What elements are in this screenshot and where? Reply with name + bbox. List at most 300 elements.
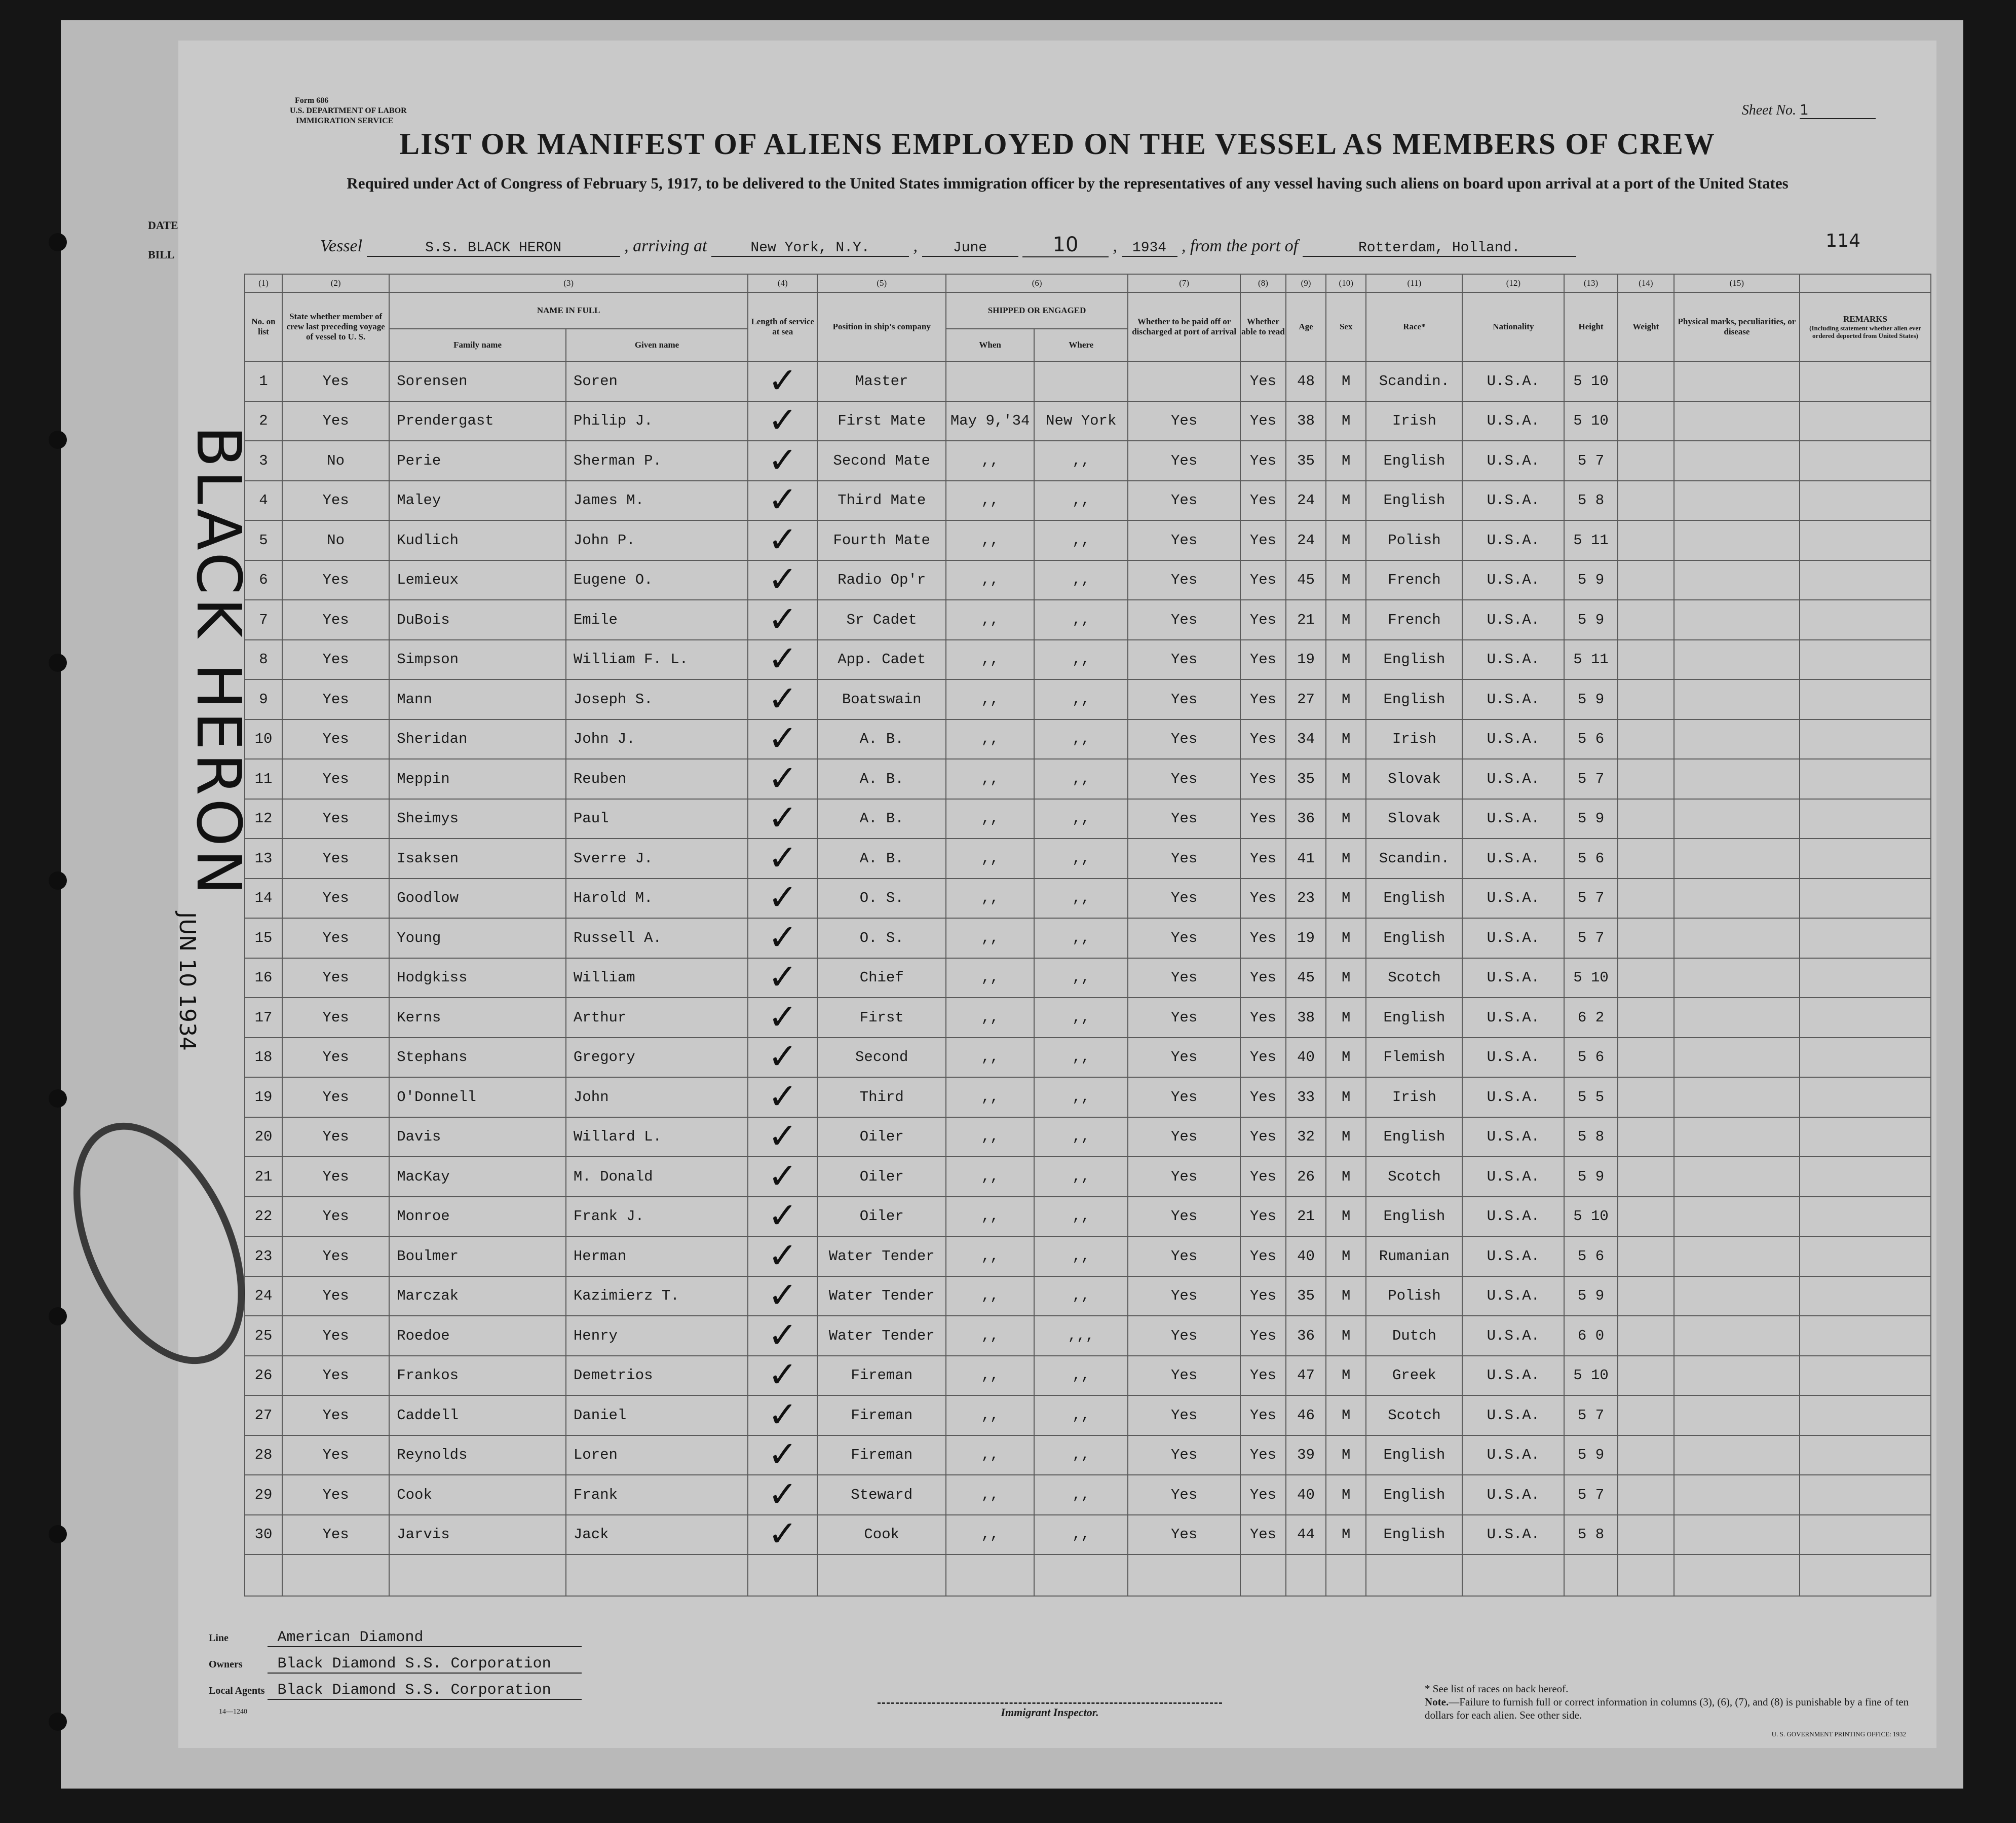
crew-shipped-when: ,, bbox=[946, 759, 1034, 799]
crew-remarks bbox=[1800, 799, 1931, 839]
crew-sex: M bbox=[1326, 600, 1366, 640]
crew-physical-marks bbox=[1674, 759, 1800, 799]
crew-able-to-read: Yes bbox=[1240, 1276, 1286, 1316]
crew-family-name: Reynolds bbox=[389, 1435, 566, 1475]
crew-previous-voyage: Yes bbox=[282, 759, 389, 799]
crew-race: English bbox=[1366, 1515, 1462, 1555]
crew-family-name: Mann bbox=[389, 679, 566, 719]
crew-no: 6 bbox=[245, 560, 282, 600]
crew-able-to-read: Yes bbox=[1240, 361, 1286, 401]
crew-sex: M bbox=[1326, 1475, 1366, 1515]
crew-race: Polish bbox=[1366, 520, 1462, 560]
crew-family-name: O'Donnell bbox=[389, 1077, 566, 1117]
header-race: Race* bbox=[1366, 292, 1462, 361]
crew-race: Irish bbox=[1366, 1077, 1462, 1117]
empty-cell bbox=[748, 1554, 817, 1596]
crew-no: 12 bbox=[245, 799, 282, 839]
check-mark-icon: ✓ bbox=[768, 839, 798, 879]
table-row bbox=[245, 1157, 1931, 1197]
crew-position: Chief bbox=[817, 958, 946, 998]
crew-service-check bbox=[748, 1395, 817, 1435]
crew-shipped-when: ,, bbox=[946, 719, 1034, 759]
crew-shipped-when: ,, bbox=[946, 1038, 1034, 1078]
col-num-15: (15) bbox=[1674, 274, 1800, 292]
crew-position: First bbox=[817, 998, 946, 1038]
crew-height: 5 10 bbox=[1564, 1356, 1618, 1396]
crew-family-name: Sheimys bbox=[389, 799, 566, 839]
table-row bbox=[245, 361, 1931, 401]
crew-family-name: Lemieux bbox=[389, 560, 566, 600]
crew-no: 17 bbox=[245, 998, 282, 1038]
crew-no: 4 bbox=[245, 481, 282, 521]
crew-height: 5 6 bbox=[1564, 1038, 1618, 1078]
empty-cell bbox=[1800, 1554, 1931, 1596]
crew-weight bbox=[1618, 1435, 1674, 1475]
crew-no: 5 bbox=[245, 520, 282, 560]
crew-age: 33 bbox=[1286, 1077, 1326, 1117]
crew-race: Scandin. bbox=[1366, 839, 1462, 879]
crew-family-name: Boulmer bbox=[389, 1236, 566, 1276]
crew-shipped-when: ,, bbox=[946, 1157, 1034, 1197]
crew-sex: M bbox=[1326, 361, 1366, 401]
check-mark-icon: ✓ bbox=[768, 679, 798, 719]
crew-sex: M bbox=[1326, 1435, 1366, 1475]
crew-able-to-read: Yes bbox=[1240, 1038, 1286, 1078]
table-row bbox=[245, 441, 1931, 481]
crew-shipped-when: ,, bbox=[946, 1356, 1034, 1396]
crew-sex: M bbox=[1326, 1077, 1366, 1117]
crew-physical-marks bbox=[1674, 679, 1800, 719]
crew-previous-voyage: Yes bbox=[282, 719, 389, 759]
crew-position: Oiler bbox=[817, 1197, 946, 1237]
header-age: Age bbox=[1286, 292, 1326, 361]
table-row bbox=[245, 1038, 1931, 1078]
crew-physical-marks bbox=[1674, 839, 1800, 879]
crew-table-body bbox=[245, 361, 1931, 1596]
crew-nationality: U.S.A. bbox=[1462, 1236, 1564, 1276]
crew-shipped-when: ,, bbox=[946, 1077, 1034, 1117]
immigrant-inspector-signature: Immigrant Inspector. bbox=[878, 1702, 1222, 1719]
crew-previous-voyage: Yes bbox=[282, 600, 389, 640]
table-row bbox=[245, 1475, 1931, 1515]
crew-race: Irish bbox=[1366, 401, 1462, 441]
crew-previous-voyage: Yes bbox=[282, 361, 389, 401]
crew-nationality: U.S.A. bbox=[1462, 1395, 1564, 1435]
crew-height: 5 9 bbox=[1564, 1435, 1618, 1475]
check-mark-icon: ✓ bbox=[768, 639, 798, 679]
crew-position: Oiler bbox=[817, 1157, 946, 1197]
crew-paid-off: Yes bbox=[1128, 1475, 1240, 1515]
crew-able-to-read: Yes bbox=[1240, 998, 1286, 1038]
crew-nationality: U.S.A. bbox=[1462, 520, 1564, 560]
crew-remarks bbox=[1800, 361, 1931, 401]
table-row bbox=[245, 1197, 1931, 1237]
crew-family-name: MacKay bbox=[389, 1157, 566, 1197]
crew-age: 47 bbox=[1286, 1356, 1326, 1396]
crew-given-name: Paul bbox=[566, 799, 748, 839]
form-number: Form 686 bbox=[295, 96, 329, 105]
crew-height: 5 8 bbox=[1564, 481, 1618, 521]
crew-sex: M bbox=[1326, 401, 1366, 441]
crew-previous-voyage: Yes bbox=[282, 1077, 389, 1117]
header-member-previous-voyage: State whether member of crew last preceding voyage of vessel to U. S. bbox=[282, 292, 389, 361]
table-row bbox=[245, 1356, 1931, 1396]
crew-service-check bbox=[748, 1197, 817, 1237]
check-mark-icon: ✓ bbox=[768, 1395, 798, 1435]
crew-nationality: U.S.A. bbox=[1462, 1077, 1564, 1117]
crew-family-name: Frankos bbox=[389, 1356, 566, 1396]
check-mark-icon: ✓ bbox=[768, 719, 798, 759]
crew-age: 46 bbox=[1286, 1395, 1326, 1435]
crew-given-name: Henry bbox=[566, 1316, 748, 1356]
table-row bbox=[245, 600, 1931, 640]
crew-shipped-where: ,, bbox=[1034, 679, 1128, 719]
crew-shipped-where bbox=[1034, 361, 1128, 401]
crew-paid-off: Yes bbox=[1128, 401, 1240, 441]
crew-race: Slovak bbox=[1366, 799, 1462, 839]
crew-shipped-when: ,, bbox=[946, 879, 1034, 919]
col-num-7: (7) bbox=[1128, 274, 1240, 292]
crew-given-name: Demetrios bbox=[566, 1356, 748, 1396]
col-num-2: (2) bbox=[282, 274, 389, 292]
footer-notes bbox=[1425, 1682, 1911, 1722]
crew-position: Boatswain bbox=[817, 679, 946, 719]
crew-shipped-where: ,, bbox=[1034, 879, 1128, 919]
crew-age: 21 bbox=[1286, 600, 1326, 640]
crew-given-name: Emile bbox=[566, 600, 748, 640]
crew-shipped-where: ,, bbox=[1034, 1077, 1128, 1117]
col-num-11: (11) bbox=[1366, 274, 1462, 292]
races-note: * See list of races on back hereof. bbox=[1425, 1683, 1569, 1695]
crew-shipped-when bbox=[946, 361, 1034, 401]
crew-previous-voyage: Yes bbox=[282, 560, 389, 600]
crew-given-name: Frank J. bbox=[566, 1197, 748, 1237]
crew-race: English bbox=[1366, 441, 1462, 481]
crew-age: 27 bbox=[1286, 679, 1326, 719]
page-title: LIST OR MANIFEST OF ALIENS EMPLOYED ON THE VESSEL AS MEMBERS OF CREW bbox=[399, 127, 1716, 161]
crew-paid-off: Yes bbox=[1128, 481, 1240, 521]
note-label: Note. bbox=[1425, 1696, 1449, 1708]
crew-nationality: U.S.A. bbox=[1462, 1515, 1564, 1555]
crew-family-name: Hodgkiss bbox=[389, 958, 566, 998]
crew-service-check bbox=[748, 1316, 817, 1356]
crew-sex: M bbox=[1326, 640, 1366, 680]
crew-remarks bbox=[1800, 1236, 1931, 1276]
check-mark-icon: ✓ bbox=[768, 1475, 798, 1515]
crew-previous-voyage: Yes bbox=[282, 1515, 389, 1555]
crew-position: Third bbox=[817, 1077, 946, 1117]
crew-race: Irish bbox=[1366, 719, 1462, 759]
crew-race: Rumanian bbox=[1366, 1236, 1462, 1276]
crew-able-to-read: Yes bbox=[1240, 1236, 1286, 1276]
crew-position: A. B. bbox=[817, 759, 946, 799]
crew-age: 35 bbox=[1286, 759, 1326, 799]
table-row bbox=[245, 759, 1931, 799]
crew-shipped-where: ,, bbox=[1034, 958, 1128, 998]
crew-age: 39 bbox=[1286, 1435, 1326, 1475]
crew-weight bbox=[1618, 441, 1674, 481]
crew-age: 40 bbox=[1286, 1038, 1326, 1078]
crew-nationality: U.S.A. bbox=[1462, 719, 1564, 759]
crew-paid-off: Yes bbox=[1128, 719, 1240, 759]
crew-physical-marks bbox=[1674, 799, 1800, 839]
crew-physical-marks bbox=[1674, 1276, 1800, 1316]
crew-position: Master bbox=[817, 361, 946, 401]
crew-no: 29 bbox=[245, 1475, 282, 1515]
crew-nationality: U.S.A. bbox=[1462, 1435, 1564, 1475]
crew-race: Slovak bbox=[1366, 759, 1462, 799]
crew-remarks bbox=[1800, 560, 1931, 600]
crew-position: Oiler bbox=[817, 1117, 946, 1157]
crew-age: 40 bbox=[1286, 1475, 1326, 1515]
crew-remarks bbox=[1800, 719, 1931, 759]
crew-nationality: U.S.A. bbox=[1462, 1117, 1564, 1157]
crew-no: 16 bbox=[245, 958, 282, 998]
crew-previous-voyage: Yes bbox=[282, 679, 389, 719]
crew-race: Dutch bbox=[1366, 1316, 1462, 1356]
crew-shipped-where: ,, bbox=[1034, 1435, 1128, 1475]
empty-cell bbox=[282, 1554, 389, 1596]
crew-given-name: William bbox=[566, 958, 748, 998]
crew-age: 45 bbox=[1286, 560, 1326, 600]
crew-paid-off: Yes bbox=[1128, 1316, 1240, 1356]
crew-position: O. S. bbox=[817, 879, 946, 919]
crew-remarks bbox=[1800, 520, 1931, 560]
crew-weight bbox=[1618, 600, 1674, 640]
crew-shipped-where: New York bbox=[1034, 401, 1128, 441]
crew-previous-voyage: Yes bbox=[282, 918, 389, 958]
crew-age: 41 bbox=[1286, 839, 1326, 879]
crew-given-name: Frank bbox=[566, 1475, 748, 1515]
crew-family-name: Davis bbox=[389, 1117, 566, 1157]
crew-shipped-where: ,, bbox=[1034, 1395, 1128, 1435]
check-mark-icon: ✓ bbox=[768, 1196, 798, 1236]
header-remarks bbox=[1800, 292, 1931, 361]
table-row bbox=[245, 1276, 1931, 1316]
crew-no: 18 bbox=[245, 1038, 282, 1078]
crew-able-to-read: Yes bbox=[1240, 1117, 1286, 1157]
crew-height: 5 10 bbox=[1564, 401, 1618, 441]
crew-no: 23 bbox=[245, 1236, 282, 1276]
crew-position: A. B. bbox=[817, 839, 946, 879]
crew-physical-marks bbox=[1674, 958, 1800, 998]
crew-remarks bbox=[1800, 679, 1931, 719]
crew-age: 26 bbox=[1286, 1157, 1326, 1197]
crew-physical-marks bbox=[1674, 441, 1800, 481]
table-row bbox=[245, 560, 1931, 600]
crew-service-check bbox=[748, 1435, 817, 1475]
crew-service-check bbox=[748, 679, 817, 719]
col-num-3: (3) bbox=[389, 274, 748, 292]
crew-shipped-when: ,, bbox=[946, 799, 1034, 839]
empty-cell bbox=[245, 1554, 282, 1596]
crew-weight bbox=[1618, 1038, 1674, 1078]
crew-given-name: Sherman P. bbox=[566, 441, 748, 481]
crew-sex: M bbox=[1326, 998, 1366, 1038]
crew-sex: M bbox=[1326, 1117, 1366, 1157]
table-row bbox=[245, 1515, 1931, 1555]
crew-no: 13 bbox=[245, 839, 282, 879]
crew-nationality: U.S.A. bbox=[1462, 1197, 1564, 1237]
check-mark-icon: ✓ bbox=[768, 998, 798, 1038]
crew-paid-off: Yes bbox=[1128, 839, 1240, 879]
crew-physical-marks bbox=[1674, 879, 1800, 919]
crew-paid-off: Yes bbox=[1128, 520, 1240, 560]
crew-age: 44 bbox=[1286, 1515, 1326, 1555]
crew-nationality: U.S.A. bbox=[1462, 481, 1564, 521]
crew-able-to-read: Yes bbox=[1240, 839, 1286, 879]
check-mark-icon: ✓ bbox=[768, 1077, 798, 1117]
crew-physical-marks bbox=[1674, 918, 1800, 958]
header-shipped-or-engaged: SHIPPED OR ENGAGED bbox=[946, 292, 1128, 329]
crew-age: 38 bbox=[1286, 998, 1326, 1038]
crew-remarks bbox=[1800, 1117, 1931, 1157]
binder-hole bbox=[49, 1525, 67, 1543]
empty-cell bbox=[1462, 1554, 1564, 1596]
crew-given-name: Arthur bbox=[566, 998, 748, 1038]
crew-weight bbox=[1618, 1197, 1674, 1237]
crew-race: English bbox=[1366, 1435, 1462, 1475]
crew-weight bbox=[1618, 1117, 1674, 1157]
crew-service-check bbox=[748, 719, 817, 759]
crew-nationality: U.S.A. bbox=[1462, 879, 1564, 919]
crew-previous-voyage: Yes bbox=[282, 1356, 389, 1396]
crew-position: A. B. bbox=[817, 799, 946, 839]
crew-age: 40 bbox=[1286, 1236, 1326, 1276]
crew-no: 14 bbox=[245, 879, 282, 919]
crew-no: 25 bbox=[245, 1316, 282, 1356]
crew-paid-off: Yes bbox=[1128, 560, 1240, 600]
crew-paid-off: Yes bbox=[1128, 799, 1240, 839]
empty-cell bbox=[1366, 1554, 1462, 1596]
margin-date-label: DATE bbox=[148, 219, 178, 232]
table-row bbox=[245, 481, 1931, 521]
crew-paid-off: Yes bbox=[1128, 1117, 1240, 1157]
crew-service-check bbox=[748, 918, 817, 958]
crew-previous-voyage: Yes bbox=[282, 481, 389, 521]
crew-sex: M bbox=[1326, 1515, 1366, 1555]
crew-service-check bbox=[748, 481, 817, 521]
crew-previous-voyage: Yes bbox=[282, 839, 389, 879]
crew-service-check bbox=[748, 958, 817, 998]
crew-age: 36 bbox=[1286, 1316, 1326, 1356]
crew-shipped-where: ,, bbox=[1034, 560, 1128, 600]
table-row bbox=[245, 998, 1931, 1038]
crew-height: 5 7 bbox=[1564, 441, 1618, 481]
crew-given-name: M. Donald bbox=[566, 1157, 748, 1197]
crew-previous-voyage: Yes bbox=[282, 799, 389, 839]
crew-remarks bbox=[1800, 1356, 1931, 1396]
crew-family-name: Kudlich bbox=[389, 520, 566, 560]
crew-remarks bbox=[1800, 918, 1931, 958]
crew-nationality: U.S.A. bbox=[1462, 560, 1564, 600]
crew-previous-voyage: Yes bbox=[282, 1475, 389, 1515]
crew-position: O. S. bbox=[817, 918, 946, 958]
crew-given-name: Kazimierz T. bbox=[566, 1276, 748, 1316]
form-code: 14—1240 bbox=[219, 1708, 247, 1716]
crew-previous-voyage: Yes bbox=[282, 1435, 389, 1475]
crew-sex: M bbox=[1326, 441, 1366, 481]
crew-able-to-read: Yes bbox=[1240, 719, 1286, 759]
crew-weight bbox=[1618, 759, 1674, 799]
arrival-year: 1934 bbox=[1122, 240, 1177, 257]
crew-sex: M bbox=[1326, 1197, 1366, 1237]
crew-shipped-where: ,, bbox=[1034, 600, 1128, 640]
crew-shipped-where: ,, bbox=[1034, 918, 1128, 958]
crew-age: 32 bbox=[1286, 1117, 1326, 1157]
check-mark-icon: ✓ bbox=[768, 1157, 798, 1197]
binder-hole bbox=[49, 654, 67, 672]
crew-given-name: Eugene O. bbox=[566, 560, 748, 600]
crew-no: 24 bbox=[245, 1276, 282, 1316]
crew-able-to-read: Yes bbox=[1240, 1157, 1286, 1197]
crew-able-to-read: Yes bbox=[1240, 1356, 1286, 1396]
crew-previous-voyage: No bbox=[282, 441, 389, 481]
crew-paid-off: Yes bbox=[1128, 1077, 1240, 1117]
crew-given-name: Reuben bbox=[566, 759, 748, 799]
table-row-blank bbox=[245, 1554, 1931, 1596]
empty-cell bbox=[1674, 1554, 1800, 1596]
crew-weight bbox=[1618, 958, 1674, 998]
crew-given-name: Sverre J. bbox=[566, 839, 748, 879]
crew-able-to-read: Yes bbox=[1240, 879, 1286, 919]
crew-physical-marks bbox=[1674, 1356, 1800, 1396]
crew-physical-marks bbox=[1674, 640, 1800, 680]
table-row bbox=[245, 879, 1931, 919]
crew-service-check bbox=[748, 1117, 817, 1157]
crew-physical-marks bbox=[1674, 361, 1800, 401]
crew-paid-off: Yes bbox=[1128, 1515, 1240, 1555]
table-row bbox=[245, 640, 1931, 680]
crew-weight bbox=[1618, 481, 1674, 521]
crew-race: English bbox=[1366, 1475, 1462, 1515]
crew-race: Flemish bbox=[1366, 1038, 1462, 1078]
crew-shipped-when: ,, bbox=[946, 520, 1034, 560]
crew-paid-off: Yes bbox=[1128, 1356, 1240, 1396]
crew-paid-off: Yes bbox=[1128, 1395, 1240, 1435]
crew-given-name: William F. L. bbox=[566, 640, 748, 680]
crew-height: 6 0 bbox=[1564, 1316, 1618, 1356]
crew-given-name: John P. bbox=[566, 520, 748, 560]
crew-no: 11 bbox=[245, 759, 282, 799]
crew-weight bbox=[1618, 1316, 1674, 1356]
crew-service-check bbox=[748, 441, 817, 481]
crew-sex: M bbox=[1326, 560, 1366, 600]
crew-shipped-when: ,, bbox=[946, 1276, 1034, 1316]
crew-shipped-when: ,, bbox=[946, 1435, 1034, 1475]
receipt-date-stamp: JUN 10 1934 bbox=[174, 912, 200, 1051]
crew-nationality: U.S.A. bbox=[1462, 1276, 1564, 1316]
crew-no: 7 bbox=[245, 600, 282, 640]
crew-given-name: Russell A. bbox=[566, 918, 748, 958]
empty-cell bbox=[389, 1554, 566, 1596]
col-num-6: (6) bbox=[946, 274, 1128, 292]
printer-imprint: U. S. GOVERNMENT PRINTING OFFICE: 1932 bbox=[1771, 1730, 1906, 1738]
arrival-day: 10 bbox=[1022, 233, 1109, 257]
crew-sex: M bbox=[1326, 481, 1366, 521]
crew-shipped-where: ,, bbox=[1034, 1197, 1128, 1237]
crew-able-to-read: Yes bbox=[1240, 1395, 1286, 1435]
crew-able-to-read: Yes bbox=[1240, 600, 1286, 640]
crew-nationality: U.S.A. bbox=[1462, 958, 1564, 998]
crew-family-name: Marczak bbox=[389, 1276, 566, 1316]
col-num-5: (5) bbox=[817, 274, 946, 292]
check-mark-icon: ✓ bbox=[768, 401, 798, 441]
sheet-number-value: 1 bbox=[1800, 101, 1876, 119]
crew-previous-voyage: Yes bbox=[282, 1117, 389, 1157]
crew-service-check bbox=[748, 600, 817, 640]
crew-paid-off: Yes bbox=[1128, 958, 1240, 998]
